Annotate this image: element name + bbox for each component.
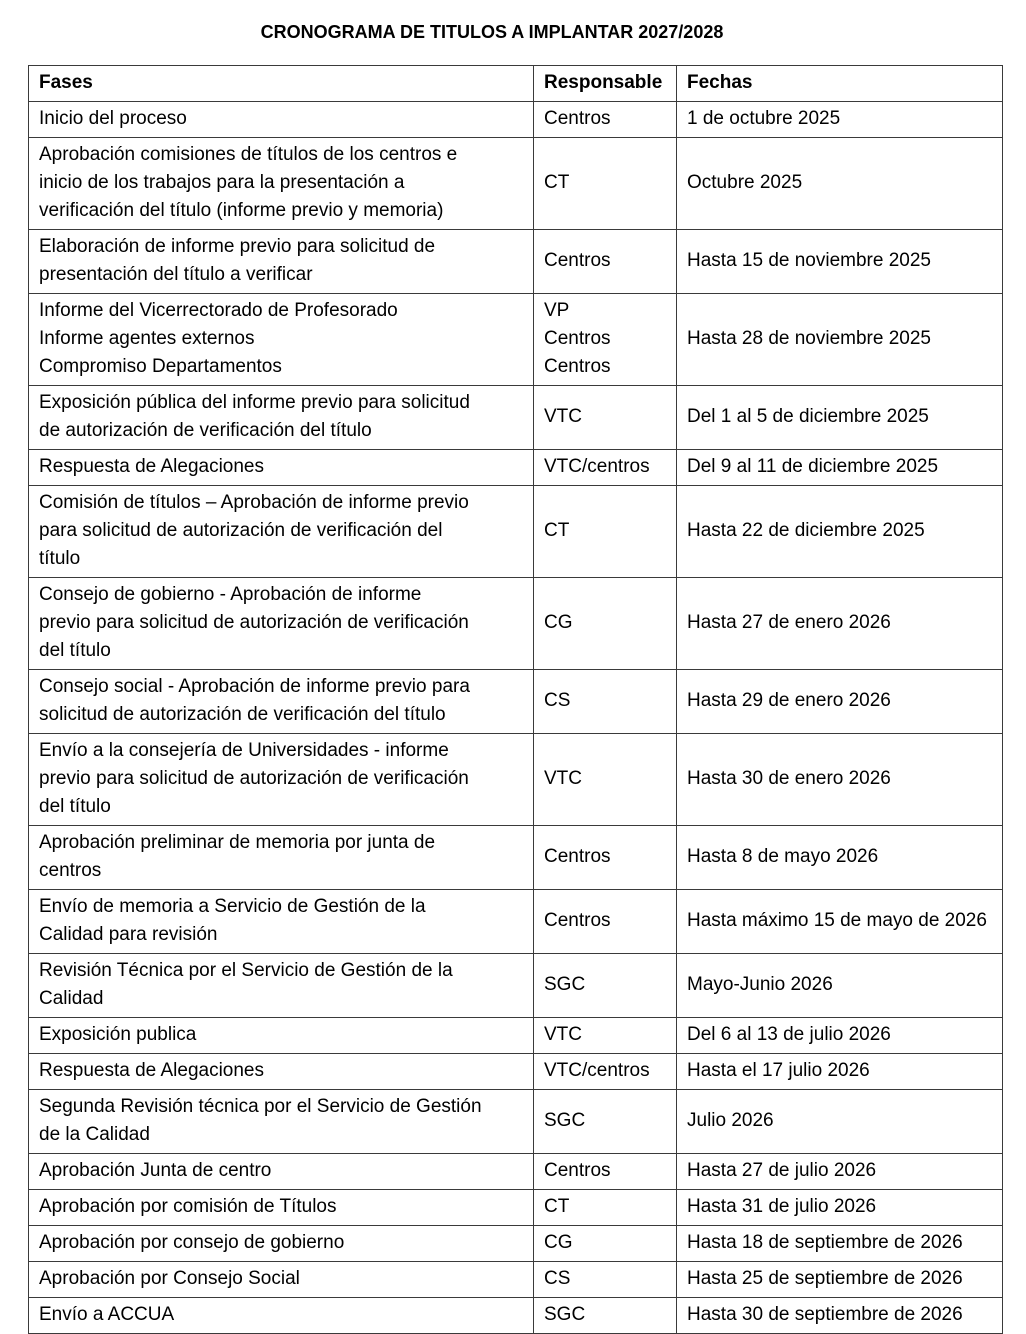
cell-fase (29, 230, 534, 294)
cell-fase (29, 1190, 534, 1226)
cell-fecha: Octubre 2025 (677, 138, 1003, 230)
cell-fecha: Hasta 22 de diciembre 2025 (677, 486, 1003, 578)
cell-responsable (534, 1090, 677, 1154)
cell-responsable (534, 294, 677, 386)
fase-line: Elaboración de informe previo para solicitud de (39, 236, 436, 257)
cell-fecha: Del 9 al 11 de diciembre 2025 (677, 450, 1003, 486)
fase-line: verificación del título (informe previo y memoria) (39, 200, 444, 221)
fase-line: Compromiso Departamentos (39, 356, 282, 377)
responsable-line: Centros (544, 108, 611, 129)
cell-fecha: Hasta el 17 julio 2026 (677, 1054, 1003, 1090)
cell-responsable (534, 890, 677, 954)
table-row (29, 230, 1003, 294)
responsable-line: Centros (544, 1160, 611, 1181)
cell-fecha: Hasta 15 de noviembre 2025 (677, 230, 1003, 294)
cell-fase (29, 1154, 534, 1190)
responsable-line: VTC (544, 1024, 582, 1045)
fase-line: Informe agentes externos (39, 328, 255, 349)
cell-fase (29, 1226, 534, 1262)
fase-line: Exposición publica (39, 1024, 197, 1045)
cell-responsable (534, 578, 677, 670)
cell-fase (29, 1262, 534, 1298)
responsable-line: CG (544, 612, 573, 633)
cell-fase (29, 954, 534, 1018)
fase-line: Envío a ACCUA (39, 1304, 175, 1325)
fase-line: Consejo de gobierno - Aprobación de informe (39, 584, 422, 605)
table-row (29, 826, 1003, 890)
fase-line: del título (39, 640, 111, 661)
cell-fecha: Del 1 al 5 de diciembre 2025 (677, 386, 1003, 450)
table-header-row (29, 66, 1003, 102)
responsable-line: CS (544, 690, 571, 711)
cell-fase (29, 826, 534, 890)
cell-fase (29, 670, 534, 734)
cell-responsable (534, 102, 677, 138)
fase-line: Aprobación por consejo de gobierno (39, 1232, 345, 1253)
cell-fase (29, 450, 534, 486)
fase-line: centros (39, 860, 102, 881)
table-row (29, 450, 1003, 486)
cell-fecha: Hasta máximo 15 de mayo de 2026 (677, 890, 1003, 954)
fase-line: Inicio del proceso (39, 108, 187, 129)
fase-line: del título (39, 796, 111, 817)
cell-fase (29, 386, 534, 450)
responsable-line: CS (544, 1268, 571, 1289)
fase-line: para solicitud de autorización de verificación del (39, 520, 443, 541)
schedule-table (28, 65, 1003, 1334)
cell-responsable (534, 450, 677, 486)
fase-line: Envío a la consejería de Universidades - informe (39, 740, 449, 761)
cell-responsable (534, 826, 677, 890)
cell-responsable (534, 1298, 677, 1334)
table-row (29, 1190, 1003, 1226)
cell-responsable (534, 1018, 677, 1054)
table-row (29, 486, 1003, 578)
cell-responsable (534, 670, 677, 734)
cell-fecha: Hasta 18 de septiembre de 2026 (677, 1226, 1003, 1262)
responsable-line: Centros (544, 846, 611, 867)
cell-fecha: Mayo-Junio 2026 (677, 954, 1003, 1018)
fase-line: Aprobación por comisión de Títulos (39, 1196, 337, 1217)
fase-line: de la Calidad (39, 1124, 150, 1145)
cell-responsable (534, 1190, 677, 1226)
cell-fecha: Del 6 al 13 de julio 2026 (677, 1018, 1003, 1054)
fase-line: Calidad (39, 988, 104, 1009)
responsable-line: VTC/centros (544, 1060, 650, 1081)
fase-line: Aprobación Junta de centro (39, 1160, 272, 1181)
fase-line: previo para solicitud de autorización de verificación (39, 612, 469, 633)
fase-line: presentación del título a verificar (39, 264, 313, 285)
fase-line: Aprobación por Consejo Social (39, 1268, 300, 1289)
fase-line: solicitud de autorización de verificación del título (39, 704, 446, 725)
fase-line: Segunda Revisión técnica por el Servicio de Gestión (39, 1096, 482, 1117)
fase-line: Revisión Técnica por el Servicio de Gestión de la (39, 960, 453, 981)
cell-fase (29, 102, 534, 138)
responsable-line: VTC/centros (544, 456, 650, 477)
table-row (29, 1090, 1003, 1154)
cell-fecha: Hasta 27 de julio 2026 (677, 1154, 1003, 1190)
cell-responsable (534, 138, 677, 230)
table-row (29, 954, 1003, 1018)
cell-fase (29, 1018, 534, 1054)
cell-responsable (534, 1226, 677, 1262)
cell-fase (29, 734, 534, 826)
responsable-line: Centros (544, 328, 611, 349)
header-responsable: Responsable (534, 66, 677, 102)
table-row (29, 734, 1003, 826)
cell-fase (29, 1090, 534, 1154)
fase-line: Calidad para revisión (39, 924, 218, 945)
cell-responsable (534, 734, 677, 826)
cell-fase (29, 138, 534, 230)
fase-line: previo para solicitud de autorización de verificación (39, 768, 469, 789)
fase-line: título (39, 548, 81, 569)
cell-fase (29, 1054, 534, 1090)
table-row (29, 1226, 1003, 1262)
fase-line: de autorización de verificación del título (39, 420, 372, 441)
fase-line: Aprobación comisiones de títulos de los centros e (39, 144, 458, 165)
table-row (29, 138, 1003, 230)
responsable-line: Centros (544, 356, 611, 377)
table-row (29, 294, 1003, 386)
cell-fecha: Julio 2026 (677, 1090, 1003, 1154)
cell-fase (29, 890, 534, 954)
responsable-line: Centros (544, 250, 611, 271)
cell-responsable (534, 1262, 677, 1298)
fase-line: Informe del Vicerrectorado de Profesorado (39, 300, 398, 321)
fase-line: inicio de los trabajos para la presentación a (39, 172, 405, 193)
fase-line: Respuesta de Alegaciones (39, 1060, 264, 1081)
cell-responsable (534, 230, 677, 294)
cell-fase (29, 486, 534, 578)
header-fases: Fases (29, 66, 534, 102)
fase-line: Exposición pública del informe previo para solicitud (39, 392, 470, 413)
responsable-line: CG (544, 1232, 573, 1253)
responsable-line: SGC (544, 1110, 586, 1131)
table-row (29, 386, 1003, 450)
responsable-line: CT (544, 172, 570, 193)
fase-line: Envío de memoria a Servicio de Gestión de la (39, 896, 426, 917)
responsable-line: SGC (544, 1304, 586, 1325)
cell-fecha: Hasta 8 de mayo 2026 (677, 826, 1003, 890)
cell-fecha: Hasta 30 de enero 2026 (677, 734, 1003, 826)
table-row (29, 1018, 1003, 1054)
table-row (29, 890, 1003, 954)
fase-line: Respuesta de Alegaciones (39, 456, 264, 477)
responsable-line: VTC (544, 406, 582, 427)
responsable-line: VTC (544, 768, 582, 789)
cell-fecha: Hasta 30 de septiembre de 2026 (677, 1298, 1003, 1334)
cell-fase (29, 578, 534, 670)
table-row (29, 102, 1003, 138)
table-row (29, 1262, 1003, 1298)
fase-line: Consejo social - Aprobación de informe previo para (39, 676, 470, 697)
cell-responsable (534, 486, 677, 578)
fase-line: Comisión de títulos – Aprobación de informe previo (39, 492, 469, 513)
cell-responsable (534, 1154, 677, 1190)
responsable-line: CT (544, 520, 570, 541)
cell-fecha: Hasta 29 de enero 2026 (677, 670, 1003, 734)
cell-fecha: Hasta 31 de julio 2026 (677, 1190, 1003, 1226)
document-title: CRONOGRAMA DE TITULOS A IMPLANTAR 2027/2028 (260, 22, 724, 42)
table-row (29, 670, 1003, 734)
table-row (29, 1298, 1003, 1334)
responsable-line: SGC (544, 974, 586, 995)
table-body (29, 102, 1003, 1334)
cell-fecha: 1 de octubre 2025 (677, 102, 1003, 138)
fase-line: Aprobación preliminar de memoria por junta de (39, 832, 436, 853)
cell-fase (29, 1298, 534, 1334)
table-row (29, 1154, 1003, 1190)
responsable-line: VP (544, 300, 570, 321)
cell-fecha: Hasta 27 de enero 2026 (677, 578, 1003, 670)
cell-responsable (534, 1054, 677, 1090)
cell-responsable (534, 386, 677, 450)
cell-fase (29, 294, 534, 386)
cell-responsable (534, 954, 677, 1018)
responsable-line: Centros (544, 910, 611, 931)
cell-fecha: Hasta 25 de septiembre de 2026 (677, 1262, 1003, 1298)
responsable-line: CT (544, 1196, 570, 1217)
table-row (29, 578, 1003, 670)
cell-fecha: Hasta 28 de noviembre 2025 (677, 294, 1003, 386)
header-fechas: Fechas (677, 66, 1003, 102)
table-row (29, 1054, 1003, 1090)
